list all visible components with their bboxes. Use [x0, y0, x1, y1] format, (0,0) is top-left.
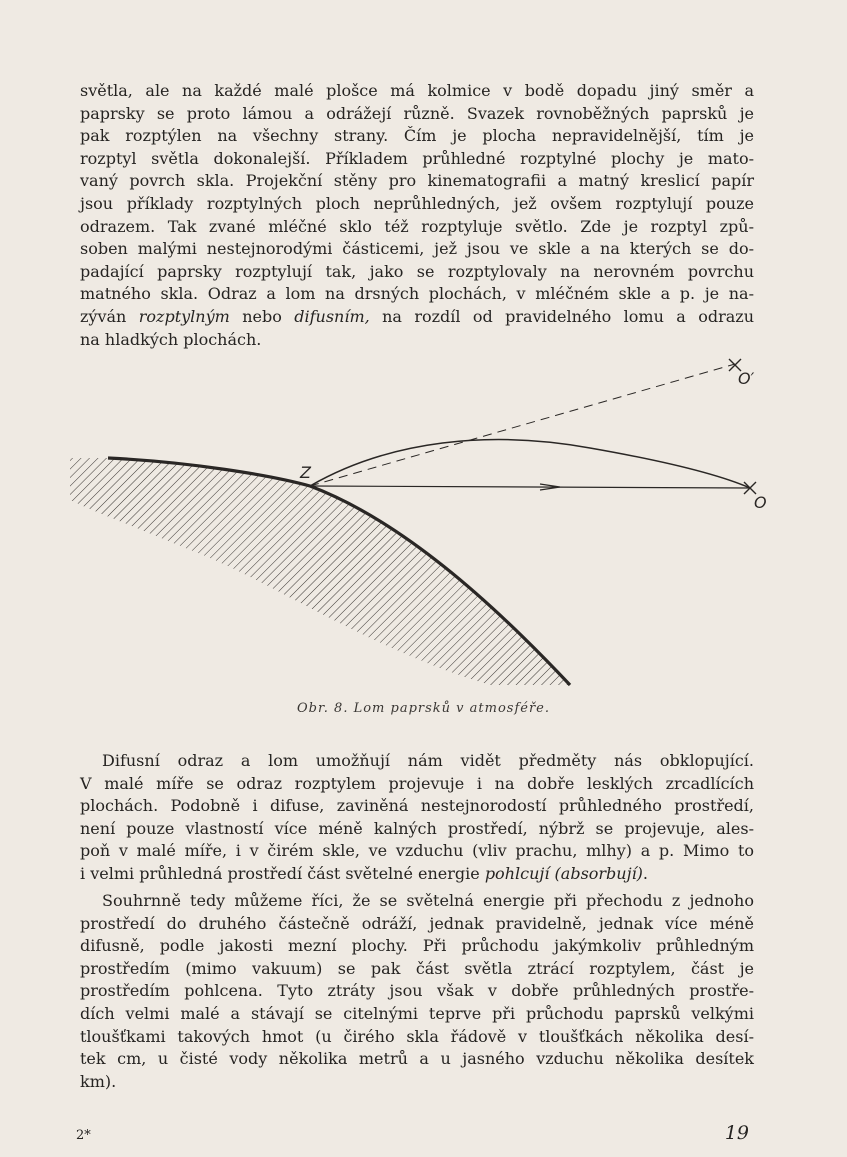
- text-line-with-emphasis: zýván rozptylným nebo difusním, na rozdíl od pravidelného lomu a odrazu: [80, 306, 755, 326]
- text-line: padající paprsky rozptylují tak, jako se rozptylovaly na nerovném povrchu: [80, 261, 754, 281]
- paragraph-summary: [80, 890, 754, 1093]
- text-line: matného skla. Odraz a lom na drsných plochách, v mléčném skle a p. je na-: [80, 284, 754, 304]
- text-line: vaný povrch skla. Projekční stěny pro kinematografii a matný kreslicí papír: [80, 171, 754, 191]
- text-line: soben malými nestejnorodými částicemi, jež jsou ve skle a na kterých se do-: [80, 239, 754, 259]
- text-line: tloušťkami takových hmot (u čirého skla řádově v tloušťkách několika desí-: [80, 1026, 754, 1046]
- page-number: 19: [724, 1122, 749, 1144]
- text-line: prostředí do druhého částečně odráží, jednak pravidelně, jednak více méně: [80, 913, 754, 933]
- text-line: difusně, podle jakosti mezní plochy. Při průchodu jakýmkoliv průhledným: [80, 936, 754, 956]
- text-line: pak rozptýlen na všechny strany. Čím je plocha nepravidelnější, tím je: [80, 126, 754, 146]
- curved-refracted-ray: [310, 440, 750, 488]
- label-o-prime: O′: [738, 369, 755, 388]
- text-line: světla, ale na každé malé plošce má kolmice v bodě dopadu jiný směr a: [80, 81, 754, 100]
- paragraph-diffuse-surfaces: [80, 80, 754, 351]
- text-line-with-emphasis: i velmi průhledná prostředí část světelné energie pohlcují (absorbují).: [80, 863, 649, 883]
- text-line: není pouze vlastností více méně kalných prostředí, nýbrž se projevuje, ales-: [80, 818, 754, 838]
- term-absorbuji: pohlcují (absorbují): [484, 863, 643, 883]
- figure-refraction-diagram: [70, 350, 770, 690]
- text-line: km).: [80, 1071, 117, 1091]
- text-line: Souhrnně tedy můžeme říci, že se světelná energie při přechodu z jednoho: [102, 891, 754, 910]
- text-line: odrazem. Tak zvané mléčné sklo též rozptyluje světlo. Zde je rozptyl způ-: [80, 216, 754, 236]
- text-line: jsou příklady rozptylných ploch neprůhledných, jež ovšem rozptylují pouze: [80, 193, 754, 213]
- dashed-apparent-ray: [310, 364, 735, 486]
- text-line: poň v malé míře, i v čirém skle, ve vzduchu (vliv prachu, mlhy) a p. Mimo to: [80, 841, 754, 861]
- earth-surface-hatching: [70, 458, 570, 685]
- printer-signature-mark: 2*: [76, 1128, 91, 1143]
- text-line: paprsky se proto lámou a odrážejí různě. Svazek rovnoběžných paprsků je: [80, 103, 754, 123]
- refraction-diagram-svg: [70, 350, 770, 690]
- text-line: prostředím (mimo vakuum) se pak část světla ztrácí rozptylem, část je: [80, 958, 754, 978]
- straight-ray: [310, 486, 750, 488]
- paragraph-diffuse-reflection: [80, 750, 754, 886]
- text-line: dích velmi malé a stávají se citelnými teprve při průchodu paprsků velkými: [80, 1003, 754, 1023]
- text-line: prostředím pohlcena. Tyto ztráty jsou však v dobře průhledných prostře-: [80, 981, 754, 1001]
- label-z: Z: [300, 463, 311, 482]
- text-line: V malé míře se odraz rozptylem projevuje i na dobře lesklých zrcadlících: [80, 773, 754, 793]
- term-difusnim: difusním,: [294, 306, 370, 326]
- text-line: tek cm, u čisté vody několika metrů a u jasného vzduchu několika desítek: [80, 1049, 754, 1069]
- term-rozptylnym: rozptylným: [138, 306, 230, 326]
- text-line: na hladkých plochách.: [80, 329, 262, 349]
- text-line: Difusní odraz a lom umožňují nám vidět předměty nás obklopující.: [102, 751, 754, 770]
- text-line: rozptyl světla dokonalejší. Příkladem průhledné rozptylné plochy je mato-: [80, 148, 754, 168]
- figure-caption: Obr. 8. Lom paprsků v atmosféře.: [297, 701, 550, 716]
- text-line: plochách. Podobně i difuse, zaviněná nestejnorodostí průhledného prostředí,: [80, 796, 754, 816]
- label-o: O: [754, 493, 767, 512]
